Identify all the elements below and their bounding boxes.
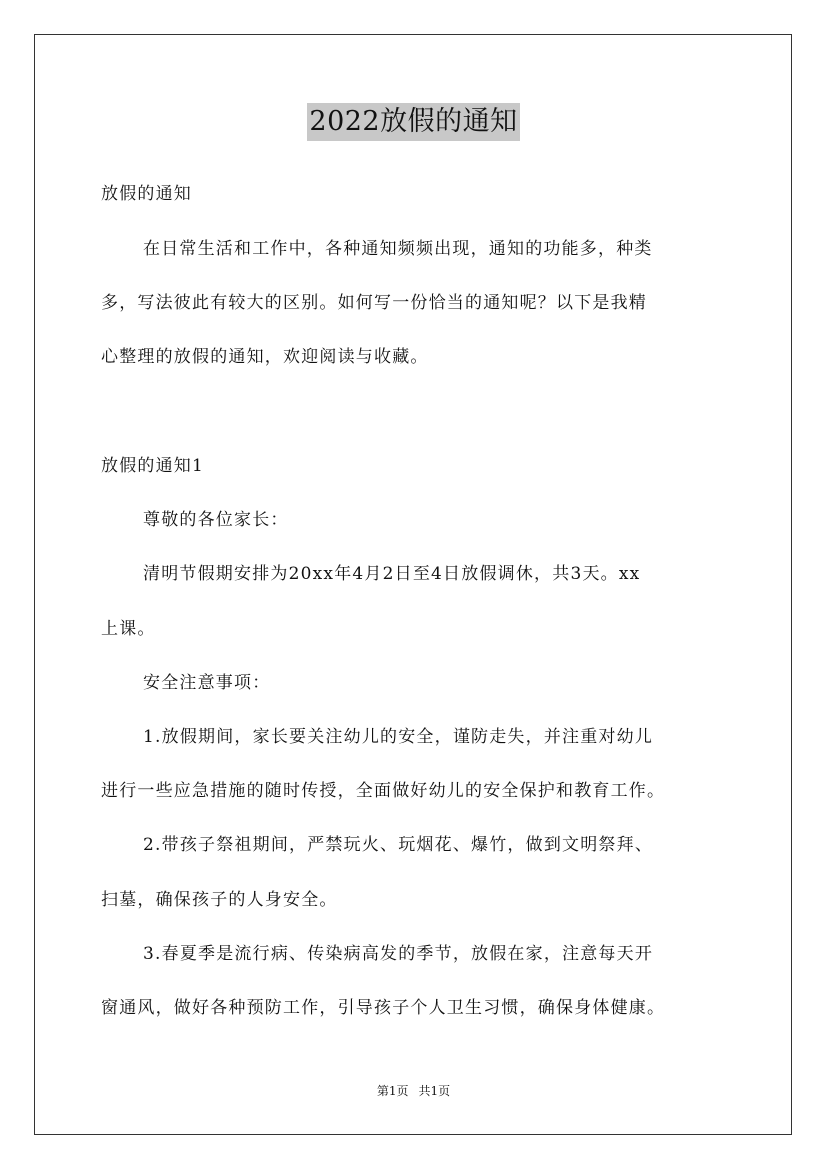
list-item-line: 窗通风，做好各种预防工作，引导孩子个人卫生习惯，确保身体健康。 [101,998,666,1018]
title-container [0,103,827,141]
list-item-line: 1.放假期间，家长要关注幼儿的安全，谨防走失，并注重对幼儿 [143,727,654,747]
salutation: 尊敬的各位家长： [143,510,289,530]
section-heading: 放假的通知1 [101,456,205,476]
paragraph-line: 多，写法彼此有较大的区别。如何写一份恰当的通知呢？以下是我精 [101,293,647,313]
list-item-line: 3.春夏季是流行病、传染病高发的季节，放假在家，注意每天开 [143,944,654,964]
paragraph-line: 上课。 [101,619,156,639]
paragraph-line: 清明节假期安排为20xx年4月2日至4日放假调休，共3天。xx [143,564,641,584]
list-item-line: 进行一些应急措施的随时传授，全面做好幼儿的安全保护和教育工作。 [101,781,666,801]
list-item-line: 2.带孩子祭祖期间，严禁玩火、玩烟花、爆竹，做到文明祭拜、 [143,835,654,855]
document-title: 2022放假的通知 [307,103,519,141]
list-item-line: 扫墓，确保孩子的人身安全。 [101,890,338,910]
section-heading: 放假的通知 [101,184,192,204]
page-footer [0,1083,827,1099]
page-total: 共1页 [418,1084,451,1098]
paragraph-line: 心整理的放假的通知，欢迎阅读与收藏。 [101,347,429,367]
subheading: 安全注意事项： [143,673,271,693]
page-number: 第1页 [376,1084,409,1098]
paragraph-line: 在日常生活和工作中，各种通知频频出现，通知的功能多，种类 [143,239,653,259]
